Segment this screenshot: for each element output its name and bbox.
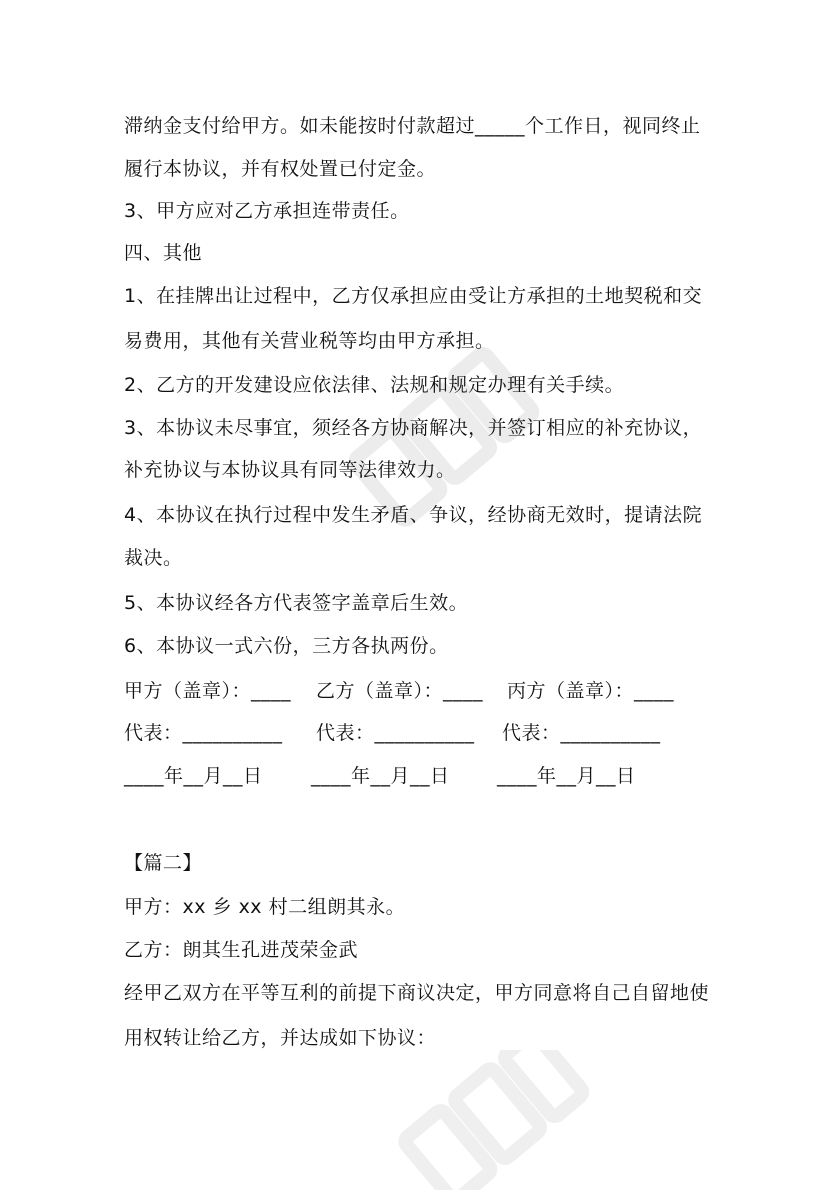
paragraph-line: 3、甲方应对乙方承担连带责任。 (124, 200, 410, 222)
rep-party-b: 代表：__________ (316, 722, 475, 744)
seal-party-b: 乙方（盖章）：____ (316, 680, 484, 702)
rep-party-a: 代表：__________ (124, 722, 283, 744)
paragraph-line: 滞纳金支付给甲方。如未能按时付款超过_____个工作日，视同终止 (124, 115, 701, 137)
paragraph-line: 4、本协议在执行过程中发生矛盾、争议，经协商无效时，提请法院 (124, 504, 703, 526)
paragraph-line: 6、本协议一式六份，三方各执两份。 (124, 635, 449, 657)
paragraph-line: 履行本协议，并有权处置已付定金。 (124, 158, 437, 180)
section2-body-line: 用权转让给乙方，并达成如下协议： (124, 1027, 437, 1049)
paragraph-line: 1、在挂牌出让过程中，乙方仅承担应由受让方承担的土地契税和交 (124, 285, 703, 307)
date-party-a: ____年__月__日 (124, 765, 263, 787)
seal-party-a: 甲方（盖章）：____ (124, 680, 292, 702)
paragraph-line: 补充协议与本协议具有同等法律效力。 (124, 459, 456, 481)
section-heading: 四、其他 (124, 242, 203, 264)
paragraph-line: 2、乙方的开发建设应依法律、法规和规定办理有关手续。 (124, 374, 625, 396)
paragraph-line: 易费用，其他有关营业税等均由甲方承担。 (124, 330, 495, 352)
date-party-b: ____年__月__日 (311, 765, 450, 787)
paragraph-line: 裁决。 (124, 547, 183, 569)
seal-party-c: 丙方（盖章）：____ (507, 680, 675, 702)
date-party-c: ____年__月__日 (497, 765, 636, 787)
section2-party-a: 甲方：xx 乡 xx 村二组朗其永。 (124, 896, 406, 918)
watermark-graphic-2 (380, 1050, 600, 1190)
rep-party-c: 代表：__________ (502, 722, 661, 744)
paragraph-line: 5、本协议经各方代表签字盖章后生效。 (124, 592, 469, 614)
section2-heading: 【篇二】 (124, 852, 203, 874)
section2-party-b: 乙方：朗其生孔进茂荣金武 (124, 939, 359, 961)
section2-body-line: 经甲乙双方在平等互利的前提下商议决定，甲方同意将自己自留地使 (124, 982, 710, 1004)
paragraph-line: 3、本协议未尽事宜，须经各方协商解决，并签订相应的补充协议， (124, 417, 703, 439)
